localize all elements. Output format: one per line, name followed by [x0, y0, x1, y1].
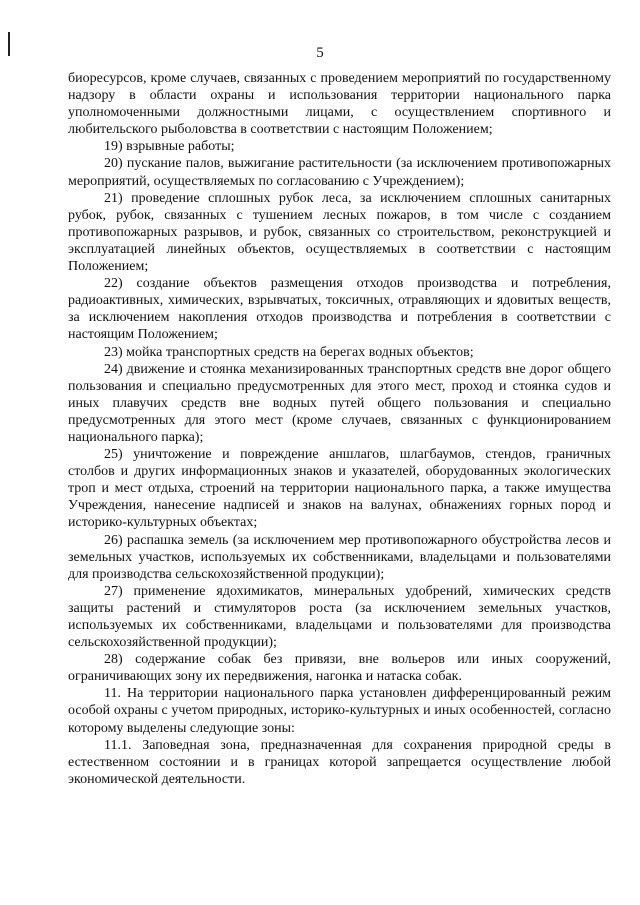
paragraph-item-27: 27) применение ядохимикатов, минеральных удобрений, химических средств защиты растений и стимуляторов роста (за исключением земельных участков, используемых их собственниками, владельцами и пользователями для производства сельскохозяйственной продукции);	[68, 583, 611, 651]
paragraph-item-25: 25) уничтожение и повреждение аншлагов, шлагбаумов, стендов, граничных столбов и других информационных знаков и указателей, оборудованных экологических троп и мест отдыха, строений на территории национального парка, а также имущества Учреждения, нанесение надписей и знаков на валунах, обнажениях горных пород и историко-культурных объектах;	[68, 447, 611, 531]
paragraph-item-22: 22) создание объектов размещения отходов производства и потребления, радиоактивных, химических, взрывчатых, токсичных, отравляющих и ядовитых веществ, за исключением накопления отходов производства и потребления в соответствии с настоящим Положением;	[68, 276, 611, 343]
paragraph-item-23: 23) мойка транспортных средств на берегах водных объектов;	[104, 344, 474, 360]
page-number: 5	[316, 45, 324, 61]
paragraph-item-21: 21) проведение сплошных рубок леса, за исключением сплошных санитарных рубок, рубок, связанных с тушением лесных пожаров, в том числе с созданием противопожарных разрывов, и рубок, связанных со строительством, реконструкцией и эксплуатацией линейных объектов, осуществляемых в соответствии с настоящим Положением;	[68, 190, 611, 275]
paragraph-item-26: 26) распашка земель (за исключением мер противопожарного обустройства лесов и земельных участков, используемых их собственниками, владельцами и пользователями для производства сельскохозяйственной продукции);	[68, 532, 611, 582]
paragraph-item-20: 20) пускание палов, выжигание растительности (за исключением противопожарных мероприятий, осуществляемых по согласованию с Учреждением);	[68, 156, 611, 189]
paragraph-item-24: 24) движение и стоянка механизированных транспортных средств вне дорог общего пользования и специально предусмотренных для этого мест, проход и стоянка судов и иных плавучих средств вне водных путей общего пользования и специально предусмотренных для этого мест (кроме случаев, связанных с функционированием национального парка);	[68, 361, 611, 445]
document-body	[68, 70, 611, 788]
paragraph-section-11: 11. На территории национального парка установлен дифференцированный режим особой охраны с учетом природных, историко-культурных и иных особенностей, согласно которому выделены следующие зоны:	[68, 686, 611, 736]
paragraph-item-28: 28) содержание собак без привязи, вне вольеров или иных сооружений, ограничивающих зону их передвижения, нагонка и натаска собак.	[68, 652, 611, 685]
paragraph-item-19: 19) взрывные работы;	[104, 139, 235, 155]
paragraph-section-11-1: 11.1. Заповедная зона, предназначенная для сохранения природной среды в естественном состоянии и в границах которой запрещается осуществление любой экономической деятельности.	[68, 737, 611, 787]
paragraph-continuation: биоресурсов, кроме случаев, связанных с проведением мероприятий по государственному надзору в области охраны и использования территории национального парка уполномоченными должностными лицами, с осуществлением спортивного и любительского рыболовства в соответствии с настоящим Положением;	[68, 71, 611, 138]
